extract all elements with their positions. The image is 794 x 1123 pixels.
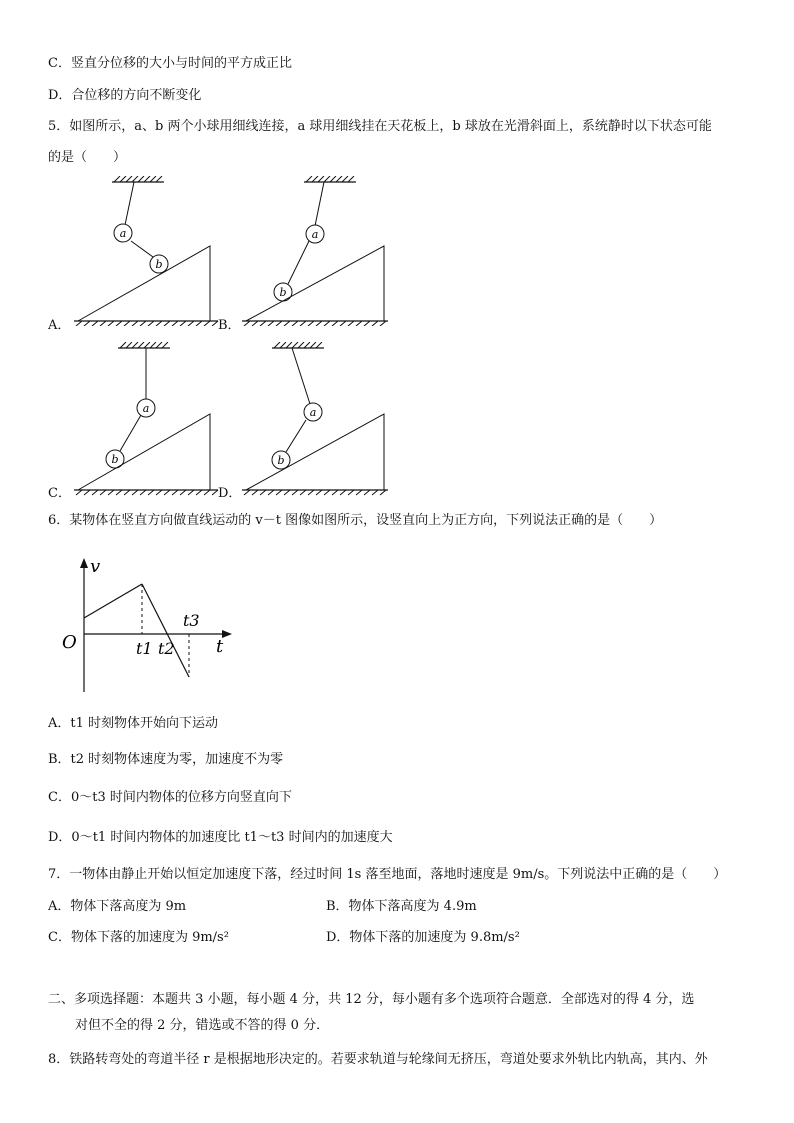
q7-option-a: A．物体下落高度为 9m	[48, 899, 187, 914]
q5-figure-a	[70, 176, 230, 326]
section2-heading-line1: 二、多项选择题：本题共 3 小题，每小题 4 分，共 12 分，每小题有多个选项符合题意．全部选对的得 4 分，选	[48, 992, 695, 1007]
q5-d-ball-b: b	[277, 454, 285, 467]
q5-figure-d	[238, 342, 398, 497]
q6-stem: 6．某物体在竖直方向做直线运动的 v－t 图像如图所示，设竖直向上为正方向，下列说法正确的是（ ）	[48, 513, 663, 528]
q5-label-d: D．	[218, 486, 242, 501]
q5-c-ball-b: b	[111, 453, 119, 466]
q6-t3: t3	[183, 611, 200, 630]
q5-d-ball-a: a	[309, 406, 317, 419]
q4-option-d: D．合位移的方向不断变化	[48, 88, 202, 103]
q6-axis-t: t	[216, 636, 224, 657]
q6-vt-graph	[56, 556, 246, 696]
q6-option-c: C．0～t3 时间内物体的位移方向竖直向下	[48, 790, 292, 805]
q5-b-ball-b: b	[279, 286, 287, 299]
section2-heading-line2: 对但不全的得 2 分，错选或不答的得 0 分．	[75, 1018, 330, 1033]
q6-t1: t1	[136, 639, 153, 658]
q5-label-c: C．	[48, 486, 71, 501]
q5-stem-line2: 的是（ ）	[48, 150, 127, 165]
q6-option-d: D．0～t1 时间内物体的加速度比 t1～t3 时间内的加速度大	[48, 830, 393, 845]
q5-c-ball-a: a	[142, 402, 150, 415]
q4-option-c: C．竖直分位移的大小与时间的平方成正比	[48, 56, 292, 71]
q6-t2: t2	[158, 639, 175, 658]
q5-stem-line1: 5．如图所示，a、b 两个小球用细线连接，a 球用细线挂在天花板上，b 球放在光滑斜面上，系统静时以下状态可能	[48, 119, 712, 134]
q5-label-a: A．	[48, 318, 71, 333]
q7-option-d: D．物体下落的加速度为 9.8m/s²	[326, 930, 520, 945]
q7-option-c: C．物体下落的加速度为 9m/s²	[48, 930, 229, 945]
q8-stem: 8．铁路转弯处的弯道半径 r 是根据地形决定的。若要求轨道与轮缘间无挤压，弯道处要求外轨比内轨高，其内、外	[48, 1052, 708, 1067]
q5-figure-b	[238, 176, 398, 326]
q6-option-a: A．t1 时刻物体开始向下运动	[48, 716, 219, 731]
q7-stem: 7．一物体由静止开始以恒定加速度下落，经过时间 1s 落至地面，落地时速度是 9m/s。下列说法中正确的是（ ）	[48, 867, 727, 882]
q6-axis-v: v	[90, 556, 101, 577]
q5-a-ball-b: b	[155, 258, 163, 271]
q6-option-b: B．t2 时刻物体速度为零，加速度不为零	[48, 752, 284, 767]
q7-option-b: B．物体下落高度为 4.9m	[326, 899, 477, 914]
q5-figure-c	[70, 342, 230, 497]
q5-b-ball-a: a	[311, 228, 319, 241]
q6-origin: O	[62, 632, 77, 653]
q5-label-b: B．	[218, 318, 241, 333]
q5-a-ball-a: a	[119, 227, 127, 240]
